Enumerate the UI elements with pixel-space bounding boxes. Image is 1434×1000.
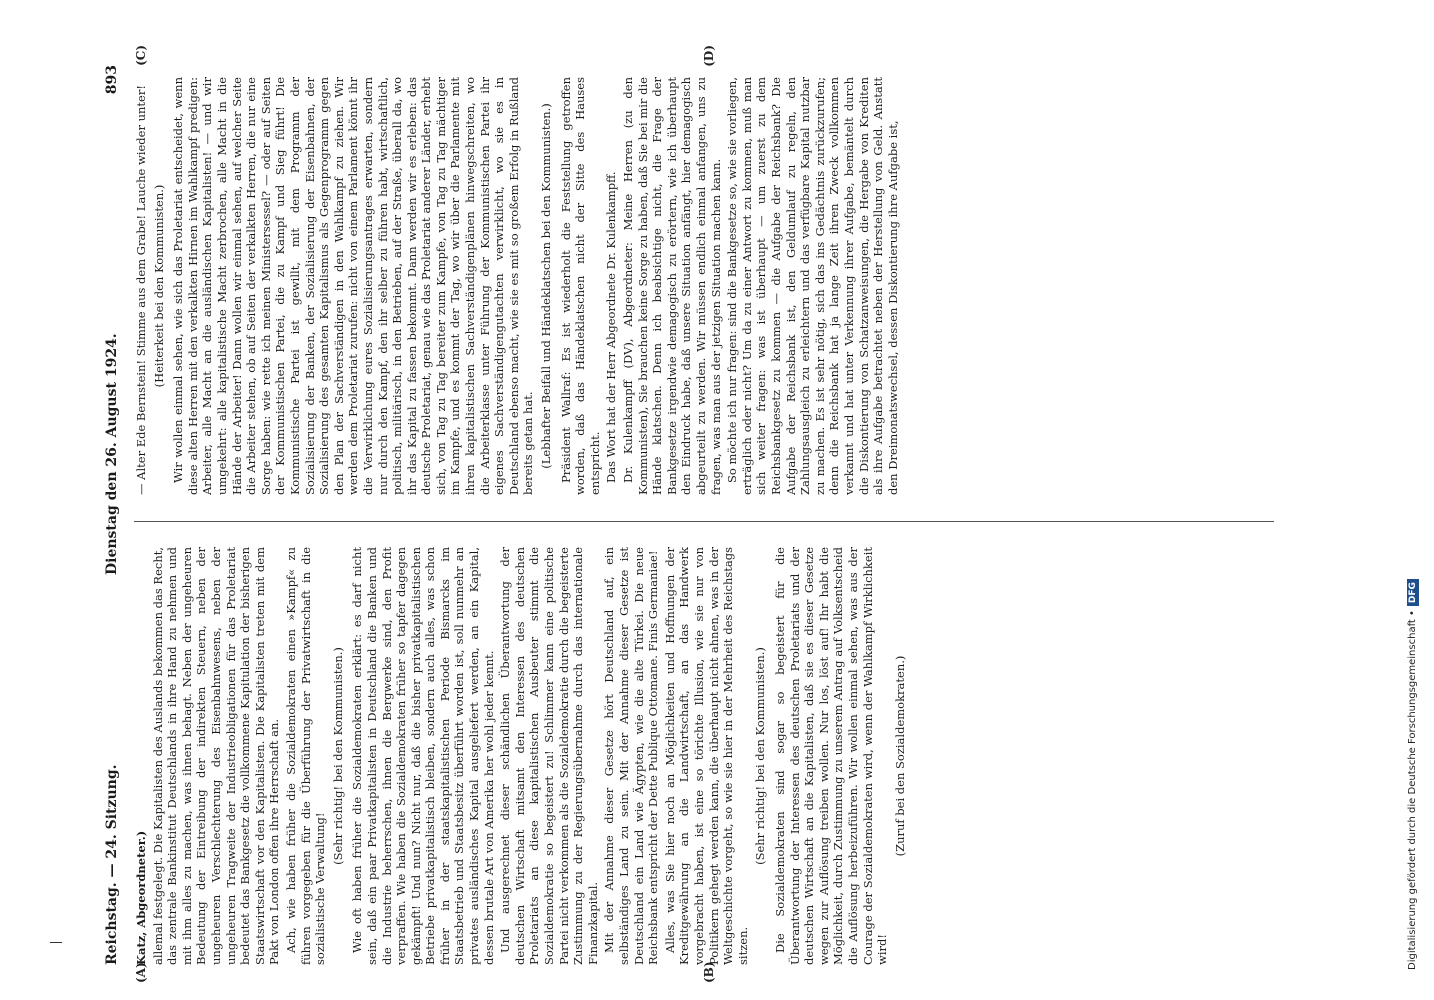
page-header (100, 65, 130, 965)
paragraph: — Alter Ede Bernstein! Stimme aus dem Grabe! Lauche wieder unter! (134, 85, 148, 495)
paragraph: Das Wort hat der Herr Abgeordnete Dr. Kulenkampff. (604, 171, 619, 483)
interjection: (Sehr richtig! bei den Kommunisten.) (753, 647, 768, 865)
paragraph: allemal festgelegt. Die Kapitalisten des Auslands bekommen das Recht, das zentrale Bankinstitut Deutschlands in ihre Hand zu nehmen und mit ihm alles zu machen, was ihnen behagt. Neben der ungeheuren Bedeutung der Eintreibung der indirekten Steuern, neben der ungeheuren Verschlechterung des Eisenbahnwesens, neben der ungeheuren Tragweite der Industrieobligationen für das Proletariat bedeutet das Bankgesetz die vollkommene Kapitulation der bisherigen Staatswirtschaft vor den Kapitalisten. Die Kapitalisten treten mit dem Pakt von London offen ihre Herrschaft an. (150, 547, 282, 965)
left-column (134, 547, 1294, 965)
newspaper-page (100, 45, 1300, 983)
paragraph: Wie oft haben früher die Sozialdemokraten erklärt: es darf nicht sein, daß ein paar Privatkapitalisten in Deutschland die Banken und die Industrie beherrschen, ihnen die Bergwerke sind, den Profit verpraffen. Wie haben die Sozialdemokraten früher so tapfer dagegen gekämpft! Und nun? Nicht nur, daß die bisher privatkapitalistischen Betriebe privatkapitalistisch bleiben, sondern auch alles, was schon früher in der staatskapitalistischen Periode Bismarcks im Staatsbetrieb und Staatsbesitz überführt worden ist, soll nunmehr an privates ausländisches Kapital ausgeliefert werden, an ein Kapital, dessen brutale Art von Amerika her wohl jeder kennt. (350, 547, 496, 965)
speaker-tag: Katz, Abgeordneter.) (134, 830, 148, 965)
paragraph: So möchte ich nur fragen: sind die Bankgesetze so, wie sie vorliegen, erträglich oder nicht? Um da zu einer Antwort zu kommen, muß man sich weiter fragen: was ist überhaupt — um zuerst zu dem Reichsbankgesetz zu kommen — die Aufgabe der Reichsbank? Die Aufgabe der Reichsbank ist, den Geldumlauf zu regeln, den Zahlungsausgleich zu erleichtern und das verfügbare Kapital nutzbar zu machen. Es ist sehr nötig, sich das ins Gedächtnis zurückzurufen; denn die Reichsbank hat ja lange Zeit ihren Zweck vollkommen verkannt und hat unter Verkennung ihrer Aufgabe, bemäntelt durch die Diskontierung von Schatzanweisungen, die Hergabe von Krediten als ihre Aufgabe betrachtet neben der Herstellung von Geld. Anstatt den Dreimonatswechsel, dessen Diskontierung ihre Aufgabe ist, (725, 77, 900, 495)
right-column (134, 77, 1294, 495)
interjection: (Lebhafter Beifall und Händeklatschen bei den Kommunisten.) (539, 103, 554, 469)
paragraph: Die Sozialdemokraten sind sogar so begeistert für die Überantwortung der Interessen des deutschen Proletariats und der deutschen Wirtschaft an die Kapitalisten, daß sie es dieser Gesetze wegen zur Auflösung treiben wollen. Nur los, löst auf! Ihr habt die Möglichkeit, durch Zustimmung zu unserem Antrag auf Volksentscheid die Auflösung herbeizuführen. Wir wollen einmal sehen, was aus der Courage der Sozialdemokraten wird, wenn der Wahlkampf Wirklichkeit wird! (772, 547, 890, 965)
margin-label-b: (B) (702, 961, 716, 983)
watermark-text: Digitalisierung gefördert durch die Deutsche Forschungsgemeinschaft • (1407, 610, 1418, 970)
margin-label-c: (C) (134, 45, 148, 66)
paragraph: Alles, was Sie hier noch an Möglichkeiten und Hoffnungen der Kreditgewährung an die Landwirtschaft, an das Handwerk vorgebracht haben, ist eine so törichte Illusion, wie sie nur von Politikern gehegt werden kann, die überhaupt nicht ahnen, was in der Weltgeschichte vorgeht, so wie sie hier in der Mehrheit des Reichstags sitzen. (662, 547, 750, 965)
president-statement: Präsident Wallraf: Es ist wiederholt die Feststellung getroffen worden, daß das Händeklatschen nicht der Sitte des Hauses entspricht. (558, 77, 602, 495)
speech-kulenkampff: Dr. Kulenkampff (DV), Abgeordneter: Meine Herren (zu den Kommunisten), Sie brauchen keine Sorge zu haben, daß Sie bei mir die Hände klatschen. Denn ich beabsichtige nicht, die Frage der Bankgesetze irgendwie demagogisch zu erörtern, wie ich überhaupt den Eindruck habe, daß unsere Situation anfängt, hier demagogisch abgeurteilt zu werden. Wir müssen endlich einmal anfangen, uns zu fragen, was man aus der jetzigen Situation machen kann. (621, 77, 723, 495)
header-date: Dienstag den 26. August 1924. (104, 333, 120, 575)
margin-label-d: (D) (702, 45, 716, 67)
paragraph: Mit der Annahme dieser Gesetze hört Deutschland auf, ein selbständiges Land zu sein. Mit der Annahme dieser Gesetze ist Deutschland ein Land wie Ägypten, wie die alte Türkei. Die neue Reichsbank entspricht der Dette Publique Ottomane. Finis Germaniae! (602, 547, 661, 965)
margin-label-a: (A) (134, 962, 148, 983)
paragraph: Und ausgerechnet dieser schändlichen Überantwortung der deutschen Wirtschaft mitsamt den Interessen des deutschen Proletariats an diese kapitalistischen Ausbeuter stimmt die Sozialdemokratie so begeistert zu! Schlimmer kann eine politische Partei nicht verkommen als die Sozialdemokratie durch die begeisterte Zustimmung zu der Regierungsübernahme durch das internationale Finanzkapital. (498, 547, 600, 965)
digitization-watermark (1407, 0, 1429, 970)
paragraph: Wir wollen einmal sehen, wie sich das Proletariat entscheidet, wenn diese alten Herren mit den verkalkten Hirnen im Wahlkampf predigen: Arbeiter, alle Macht an die ausländischen Kapitalisten! — und wir umgekehrt: alle kapitalistische Macht zerbrochen, alle Macht in die Hände der Arbeiter! Dann wollen wir einmal sehen, auf welcher Seite die Arbeiter stehen, ob auf Seiten der verkalkten Herren, die nur eine Sorge haben: wie rette ich meinen Ministersessel? — oder auf Seiten der Kommunistischen Partei, die zu Kampf und Sieg führt! Die Kommunistische Partei ist gewillt, mit dem Programm der Sozialisierung der Banken, der Sozialisierung der Eisenbahnen, der Sozialisierung des gesamten Kapitalismus als Gegenprogramm gegen den Plan der Sachverständigen in den Wahlkampf zu ziehen. Wir werden dem Proletariat zurufen: nicht von einem Parlament könnt ihr die Verwirklichung eures Sozialisierungsantrages erwarten, sondern nur durch den Kampf, den ihr selber zu führen habt, wirtschaftlich, politisch, militärisch, in den Betrieben, auf der Straße, überall da, wo ihr das Kapital zu fassen bekommt. Dann werden wir es erleben: das deutsche Proletariat, genau wie das Proletariat anderer Länder, erhebt sich, von Tag zu Tag bereiter zum Kampfe, von Tag zu Tag mächtiger im Kampfe, und es kommt der Tag, wo wir über die Parlamente mit ihren kapitalistischen Sachverständigenplänen hinwegschreiten, wo die Arbeiterklasse unter Führung der Kommunistischen Partei ihr eigenes Sachverständigengutachten verwirklicht, wo sie es in Deutschland ebenso macht, wie sie es mit so großem Erfolg in Rußland bereits getan hat. (171, 77, 536, 495)
interjection: (Sehr richtig! bei den Kommunisten.) (330, 647, 345, 865)
column-divider (134, 521, 1274, 522)
interjection: (Heiterkeit bei den Kommunisten.) (151, 184, 166, 388)
header-left: Reichstag. — 24. Sitzung. (104, 764, 120, 965)
paragraph: Ach, wie haben früher die Sozialdemokraten einen »Kampf« zu führen vorgegeben für die Überführung der Privatwirtschaft in die sozialistische Verwaltung! (283, 547, 328, 965)
interjection: (Zuruf bei den Sozialdemokraten.) (892, 655, 907, 857)
page-number: 893 (104, 65, 120, 95)
dfg-logo: DFG (1407, 579, 1419, 606)
scan-mark (50, 942, 62, 943)
